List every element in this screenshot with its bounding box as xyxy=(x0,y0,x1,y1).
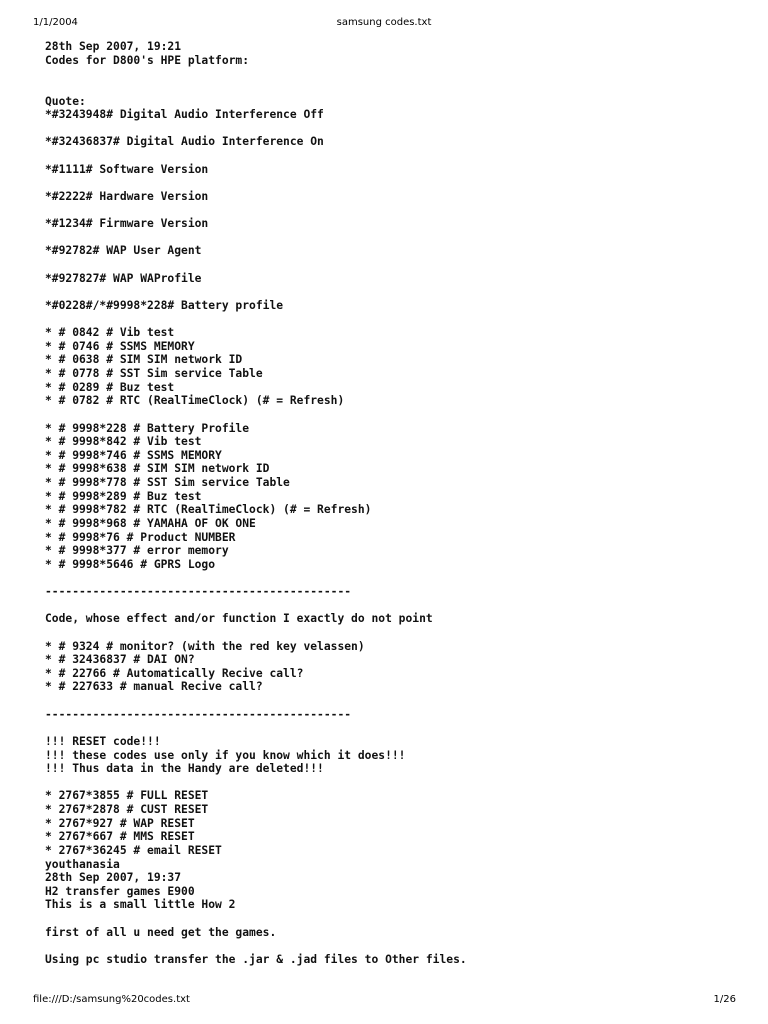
blank-line xyxy=(45,149,745,163)
text-line: * # 9998*5646 # GPRS Logo xyxy=(45,557,216,571)
text-line: * 2767*3855 # FULL RESET xyxy=(45,789,209,803)
blank-line xyxy=(45,313,745,327)
print-footer-page-number: 1/26 xyxy=(713,994,736,1005)
text-line: * # 9998*778 # SST Sim service Table xyxy=(45,476,290,489)
text-line: * 2767*2878 # CUST RESET xyxy=(45,803,209,816)
blank-line xyxy=(45,81,745,95)
text-line: 28th Sep 2007, 19:21 xyxy=(45,40,182,53)
text-line: *#2222# Hardware Version xyxy=(45,189,209,203)
blank-line xyxy=(45,776,745,790)
blank-line xyxy=(45,285,745,299)
text-line: *#0228#/*#9998*228# Battery profile xyxy=(45,298,284,312)
text-line: H2 transfer games E900 xyxy=(45,884,195,898)
blank-line xyxy=(45,694,745,708)
blank-line xyxy=(45,67,745,81)
print-header-date: 1/1/2004 xyxy=(33,17,78,28)
text-line: * # 9998*782 # RTC (RealTimeClock) (# = Refresh) xyxy=(45,503,372,517)
text-line: * # 0638 # SIM SIM network ID xyxy=(45,353,243,367)
text-line: *#1111# Software Version xyxy=(45,162,209,176)
text-line: first of all u need get the games. xyxy=(45,925,277,939)
text-line: * # 9998*377 # error memory xyxy=(45,544,229,558)
text-line: * 2767*667 # MMS RESET xyxy=(45,830,195,844)
text-line: * # 0746 # SSMS MEMORY xyxy=(45,339,195,353)
text-line: * # 9324 # monitor? (with the red key velassen) xyxy=(45,639,365,653)
text-line: * # 0778 # SST Sim service Table xyxy=(45,367,263,380)
text-line: * # 0842 # Vib test xyxy=(45,326,175,340)
text-line: youthanasia xyxy=(45,857,120,871)
text-line: *#927827# WAP WAProfile xyxy=(45,271,202,285)
text-line: !!! these codes use only if you know which it does!!! xyxy=(45,748,406,762)
text-line: * # 9998*638 # SIM SIM network ID xyxy=(45,462,270,476)
print-header-title: samsung codes.txt xyxy=(336,17,432,28)
text-line: --------------------------------------------- xyxy=(45,707,352,721)
text-line: Codes for D800's HPE platform: xyxy=(45,53,250,67)
text-line: 28th Sep 2007, 19:37 xyxy=(45,871,182,885)
text-line: *#1234# Firmware Version xyxy=(45,217,209,231)
text-line: * # 9998*746 # SSMS MEMORY xyxy=(45,448,222,462)
text-line: *#3243948# Digital Audio Interference Off xyxy=(45,108,324,122)
text-line: --------------------------------------------- xyxy=(45,585,352,598)
text-line: * # 9998*76 # Product NUMBER xyxy=(45,530,236,544)
text-line: * 2767*36245 # email RESET xyxy=(45,843,222,857)
text-line: *#92782# WAP User Agent xyxy=(45,244,202,258)
text-line: * # 0289 # Buz test xyxy=(45,380,175,394)
print-footer-file-path: file:///D:/samsung%20codes.txt xyxy=(33,994,190,1005)
text-line: * # 9998*968 # YAMAHA OF OK ONE xyxy=(45,516,256,530)
text-line: * # 0782 # RTC (RealTimeClock) (# = Refresh) xyxy=(45,394,345,408)
text-line: * # 32436837 # DAI ON? xyxy=(45,653,195,667)
blank-line xyxy=(45,231,745,245)
text-line: * # 9998*289 # Buz test xyxy=(45,489,202,503)
blank-line xyxy=(45,408,745,422)
text-line: !!! Thus data in the Handy are deleted!!! xyxy=(45,762,324,776)
document-body xyxy=(45,40,745,967)
text-line: Using pc studio transfer the .jar & .jad files to Other files. xyxy=(45,952,467,966)
blank-line xyxy=(45,912,745,926)
blank-line xyxy=(45,122,745,136)
text-line: * 2767*927 # WAP RESET xyxy=(45,816,195,830)
text-line: !!! RESET code!!! xyxy=(45,734,161,748)
text-line: * # 22766 # Automatically Recive call? xyxy=(45,666,304,680)
text-line: *#32436837# Digital Audio Interference On xyxy=(45,135,324,149)
blank-line xyxy=(45,721,745,735)
text-line: * # 227633 # manual Recive call? xyxy=(45,680,263,694)
text-line: Quote: xyxy=(45,94,86,108)
blank-line xyxy=(45,626,745,640)
blank-line xyxy=(45,176,745,190)
text-line: * # 9998*842 # Vib test xyxy=(45,435,202,449)
blank-line xyxy=(45,939,745,953)
blank-line xyxy=(45,204,745,218)
text-line: This is a small little How 2 xyxy=(45,898,236,912)
blank-line xyxy=(45,599,745,613)
text-line: * # 9998*228 # Battery Profile xyxy=(45,421,250,435)
blank-line xyxy=(45,258,745,272)
blank-line xyxy=(45,571,745,585)
text-line: Code, whose effect and/or function I exactly do not point xyxy=(45,612,433,626)
